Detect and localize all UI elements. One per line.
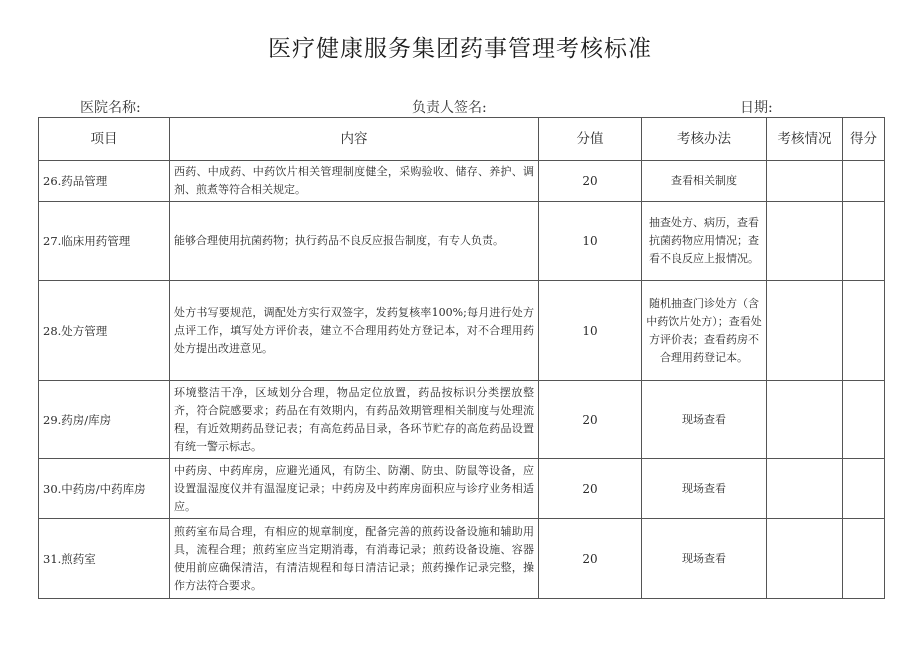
- row-method: 现场查看: [642, 459, 767, 519]
- row-result-cell[interactable]: [843, 281, 885, 381]
- row-score: 20: [539, 459, 642, 519]
- date-label: 日期:: [740, 100, 773, 116]
- table-row: [39, 161, 885, 202]
- row-content: 能够合理使用抗菌药物；执行药品不良反应报告制度，有专人负责。: [170, 202, 539, 281]
- row-score: 10: [539, 281, 642, 381]
- row-score: 20: [539, 519, 642, 599]
- header-score: 分值: [539, 118, 642, 161]
- page-title: 医疗健康服务集团药事管理考核标准: [268, 36, 652, 62]
- table-row: [39, 381, 885, 459]
- row-result-cell[interactable]: [843, 161, 885, 202]
- table-row: [39, 459, 885, 519]
- row-item: 26.药品管理: [39, 161, 170, 202]
- row-status-cell[interactable]: [767, 281, 843, 381]
- row-item: 31.煎药室: [39, 519, 170, 599]
- assessment-table: [38, 117, 885, 599]
- row-method: 现场查看: [642, 519, 767, 599]
- header-result: 得分: [843, 118, 885, 161]
- row-content: 西药、中成药、中药饮片相关管理制度健全，采购验收、储存、养护、调剂、煎煮等符合相关规定。: [170, 161, 539, 202]
- row-content: 处方书写要规范，调配处方实行双签字，发药复核率100%;每月进行处方点评工作，填写处方评价表，建立不合理用药处方登记本，对不合理用药处方提出改进意见。: [170, 281, 539, 381]
- row-method: 查看相关制度: [642, 161, 767, 202]
- row-result-cell[interactable]: [843, 519, 885, 599]
- row-item: 28.处方管理: [39, 281, 170, 381]
- row-item: 27.临床用药管理: [39, 202, 170, 281]
- leader-signature-label: 负责人签名:: [412, 100, 487, 116]
- row-result-cell[interactable]: [843, 202, 885, 281]
- row-status-cell[interactable]: [767, 161, 843, 202]
- row-method: 现场查看: [642, 381, 767, 459]
- row-item: 29.药房/库房: [39, 381, 170, 459]
- header-method: 考核办法: [642, 118, 767, 161]
- row-content: 中药房、中药库房，应避光通风，有防尘、防潮、防虫、防鼠等设备，应设置温湿度仪并有温湿度记录；中药房及中药库房面积应与诊疗业务相适应。: [170, 459, 539, 519]
- table-row: [39, 281, 885, 381]
- row-content: 环境整洁干净，区域划分合理，物品定位放置，药品按标识分类摆放整齐，符合院感要求；药品在有效期内，有药品效期管理相关制度与处理流程，有近效期药品登记表；有高危药品目录，各环节贮存的高危药品设置有统一警示标志。: [170, 381, 539, 459]
- header-content: 内容: [170, 118, 539, 161]
- table-row: [39, 519, 885, 599]
- hospital-name-label: 医院名称:: [80, 100, 141, 116]
- header-item: 项目: [39, 118, 170, 161]
- row-content: 煎药室布局合理，有相应的规章制度，配备完善的煎药设备设施和辅助用具，流程合理；煎药室应当定期消毒，有消毒记录；煎药设备设施、容器使用前应确保清洁，有清洁规程和每日清洁记录；煎药操作记录完整，操作方法符合要求。: [170, 519, 539, 599]
- row-method: 随机抽查门诊处方（含中药饮片处方）；查看处方评价表；查看药房不合理用药登记本。: [642, 281, 767, 381]
- row-result-cell[interactable]: [843, 459, 885, 519]
- table-row: [39, 202, 885, 281]
- header-status: 考核情况: [767, 118, 843, 161]
- row-result-cell[interactable]: [843, 381, 885, 459]
- row-status-cell[interactable]: [767, 519, 843, 599]
- row-status-cell[interactable]: [767, 202, 843, 281]
- table-header-row: [39, 118, 885, 161]
- row-status-cell[interactable]: [767, 459, 843, 519]
- row-status-cell[interactable]: [767, 381, 843, 459]
- row-item: 30.中药房/中药库房: [39, 459, 170, 519]
- row-score: 20: [539, 161, 642, 202]
- row-method: 抽查处方、病历，查看抗菌药物应用情况；查看不良反应上报情况。: [642, 202, 767, 281]
- row-score: 10: [539, 202, 642, 281]
- row-score: 20: [539, 381, 642, 459]
